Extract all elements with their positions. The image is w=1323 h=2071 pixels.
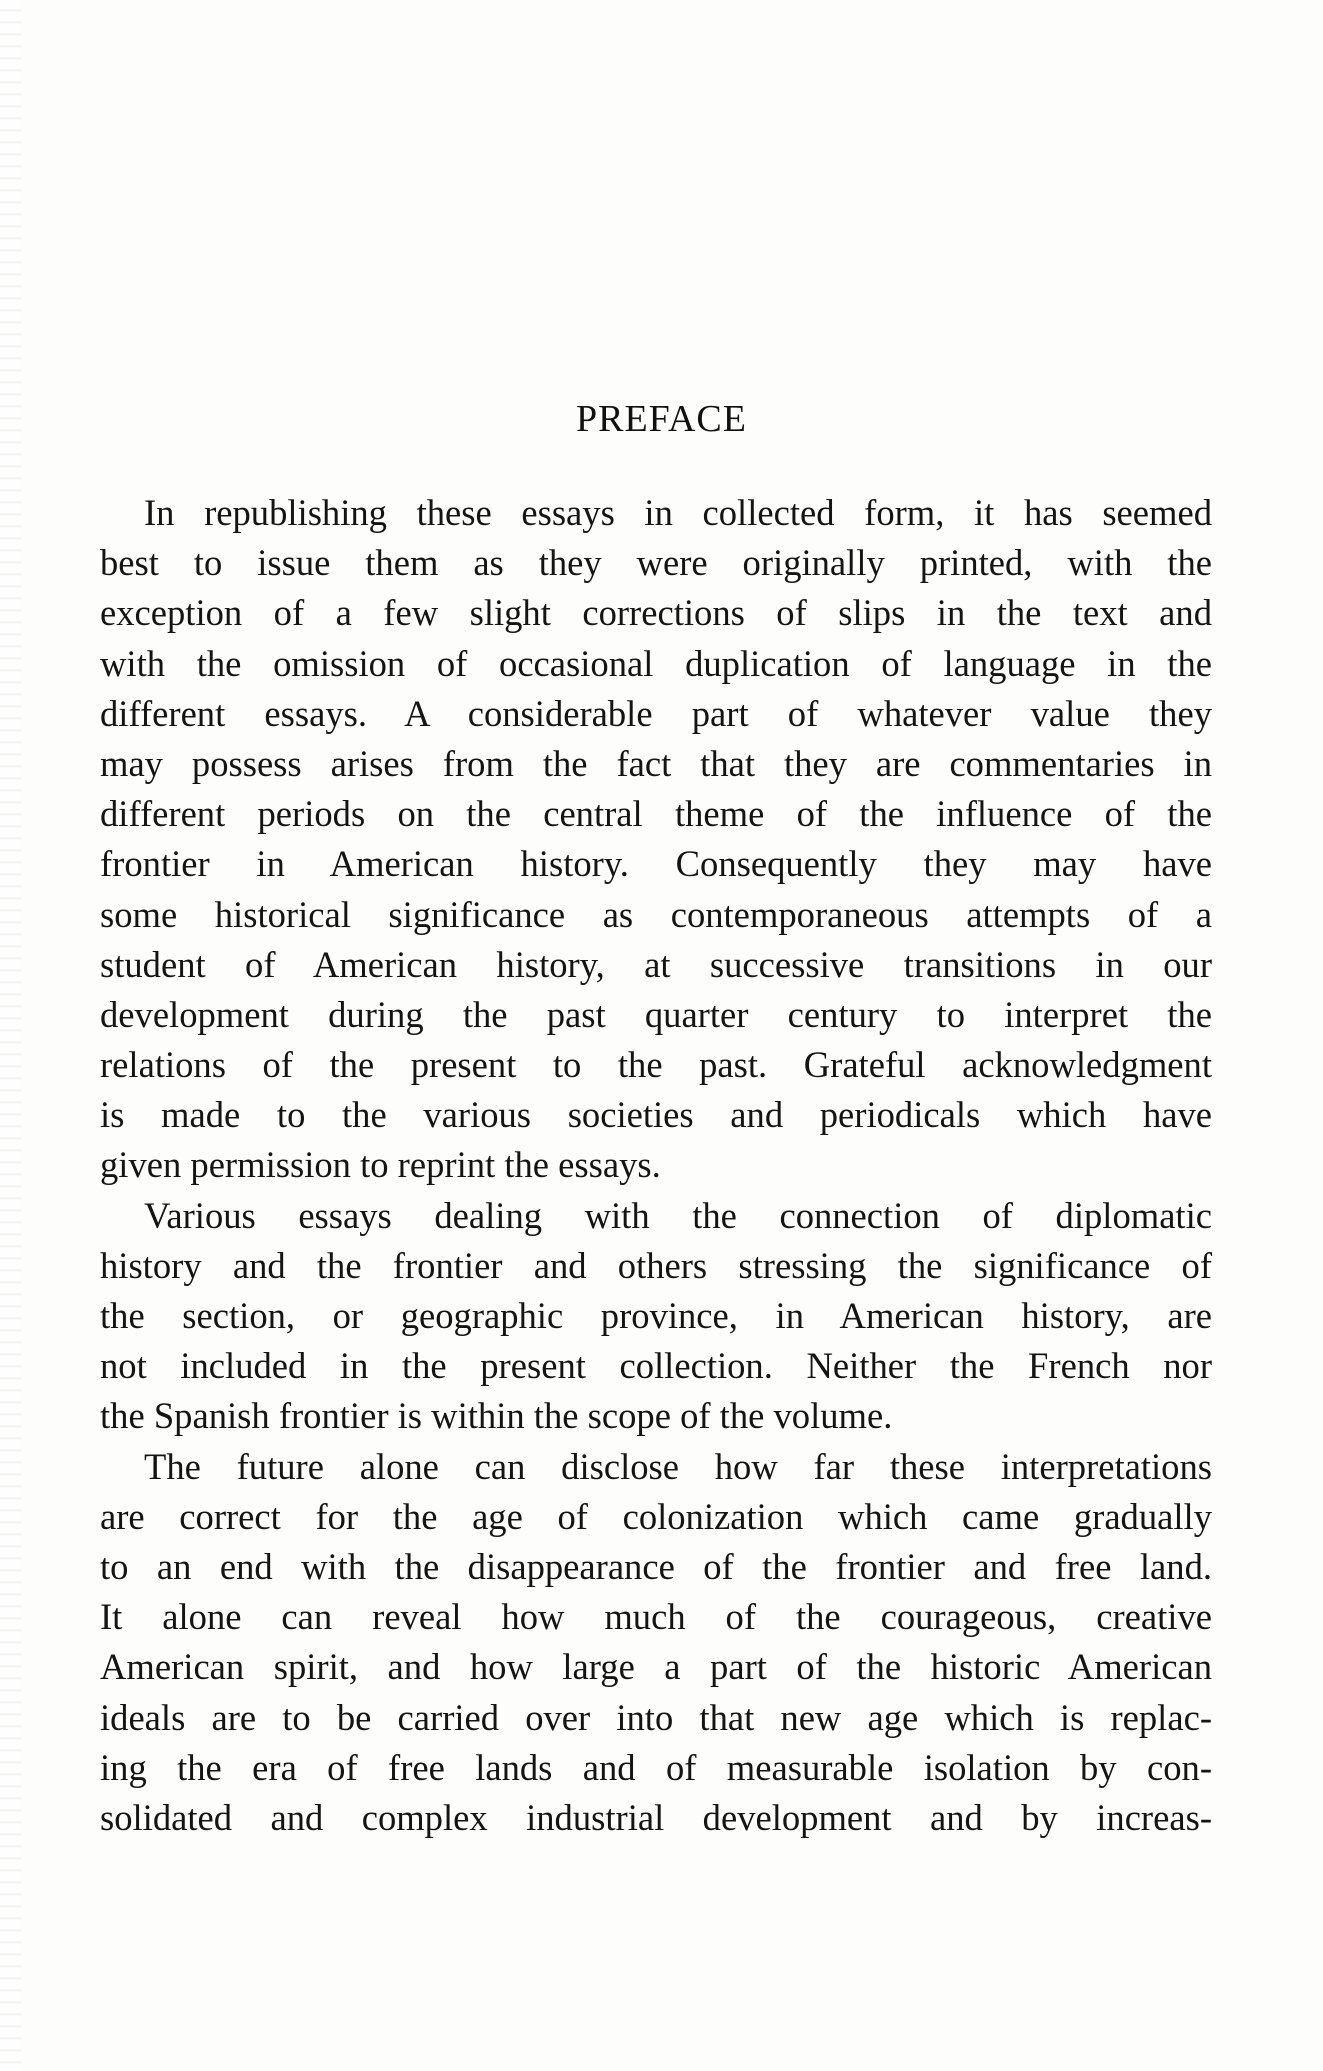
text-line: solidated and complex industrial development and by increas-: [100, 1796, 1212, 1838]
page-edge: [0, 0, 22, 2071]
text-line: In republishing these essays in collected form, it has seemed: [144, 492, 1212, 533]
text-line: with the omission of occasional duplication of language in the: [100, 642, 1212, 684]
text-line: student of American history, at successive transitions in our: [100, 943, 1212, 985]
text-line: It alone can reveal how much of the courageous, creative: [100, 1596, 1212, 1638]
text-line: not included in the present collection. Neither the French nor: [100, 1345, 1212, 1387]
text-line: Various essays dealing with the connection of diplomatic: [144, 1194, 1212, 1236]
paragraph-2: [100, 1191, 1212, 1442]
text-line: history and the frontier and others stressing the significance of: [100, 1244, 1212, 1286]
page-title: PREFACE: [575, 398, 747, 440]
preface-body: [100, 488, 1212, 1843]
text-line: some historical significance as contemporaneous attempts of a: [100, 893, 1212, 935]
text-line: American spirit, and how large a part of the historic American: [100, 1646, 1212, 1688]
text-line: The future alone can disclose how far these interpretations: [144, 1445, 1212, 1487]
text-line: the Spanish frontier is within the scope of the volume.: [100, 1395, 893, 1437]
text-line: different essays. A considerable part of whatever value they: [100, 692, 1212, 734]
text-line: to an end with the disappearance of the frontier and free land.: [100, 1545, 1212, 1587]
text-line: ing the era of free lands and of measurable isolation by con-: [100, 1746, 1212, 1788]
paragraph-1: [100, 488, 1212, 1191]
text-line: ideals are to be carried over into that new age which is replac-: [100, 1696, 1212, 1738]
text-line: frontier in American history. Consequently they may have: [100, 843, 1212, 885]
text-line: are correct for the age of colonization which came gradually: [100, 1495, 1212, 1537]
text-line: may possess arises from the fact that they are commentaries in: [100, 742, 1212, 784]
text-line: different periods on the central theme of the influence of the: [100, 793, 1212, 835]
text-line: given permission to reprint the essays.: [100, 1144, 661, 1186]
text-line: is made to the various societies and periodicals which have: [100, 1094, 1212, 1136]
text-line: exception of a few slight corrections of slips in the text and: [100, 592, 1212, 634]
text-line: development during the past quarter century to interpret the: [100, 993, 1212, 1035]
text-line: relations of the present to the past. Grateful acknowledgment: [100, 1044, 1212, 1086]
text-line: best to issue them as they were originally printed, with the: [100, 542, 1212, 584]
paragraph-3: [100, 1442, 1212, 1844]
text-line: the section, or geographic province, in American history, are: [100, 1295, 1212, 1336]
